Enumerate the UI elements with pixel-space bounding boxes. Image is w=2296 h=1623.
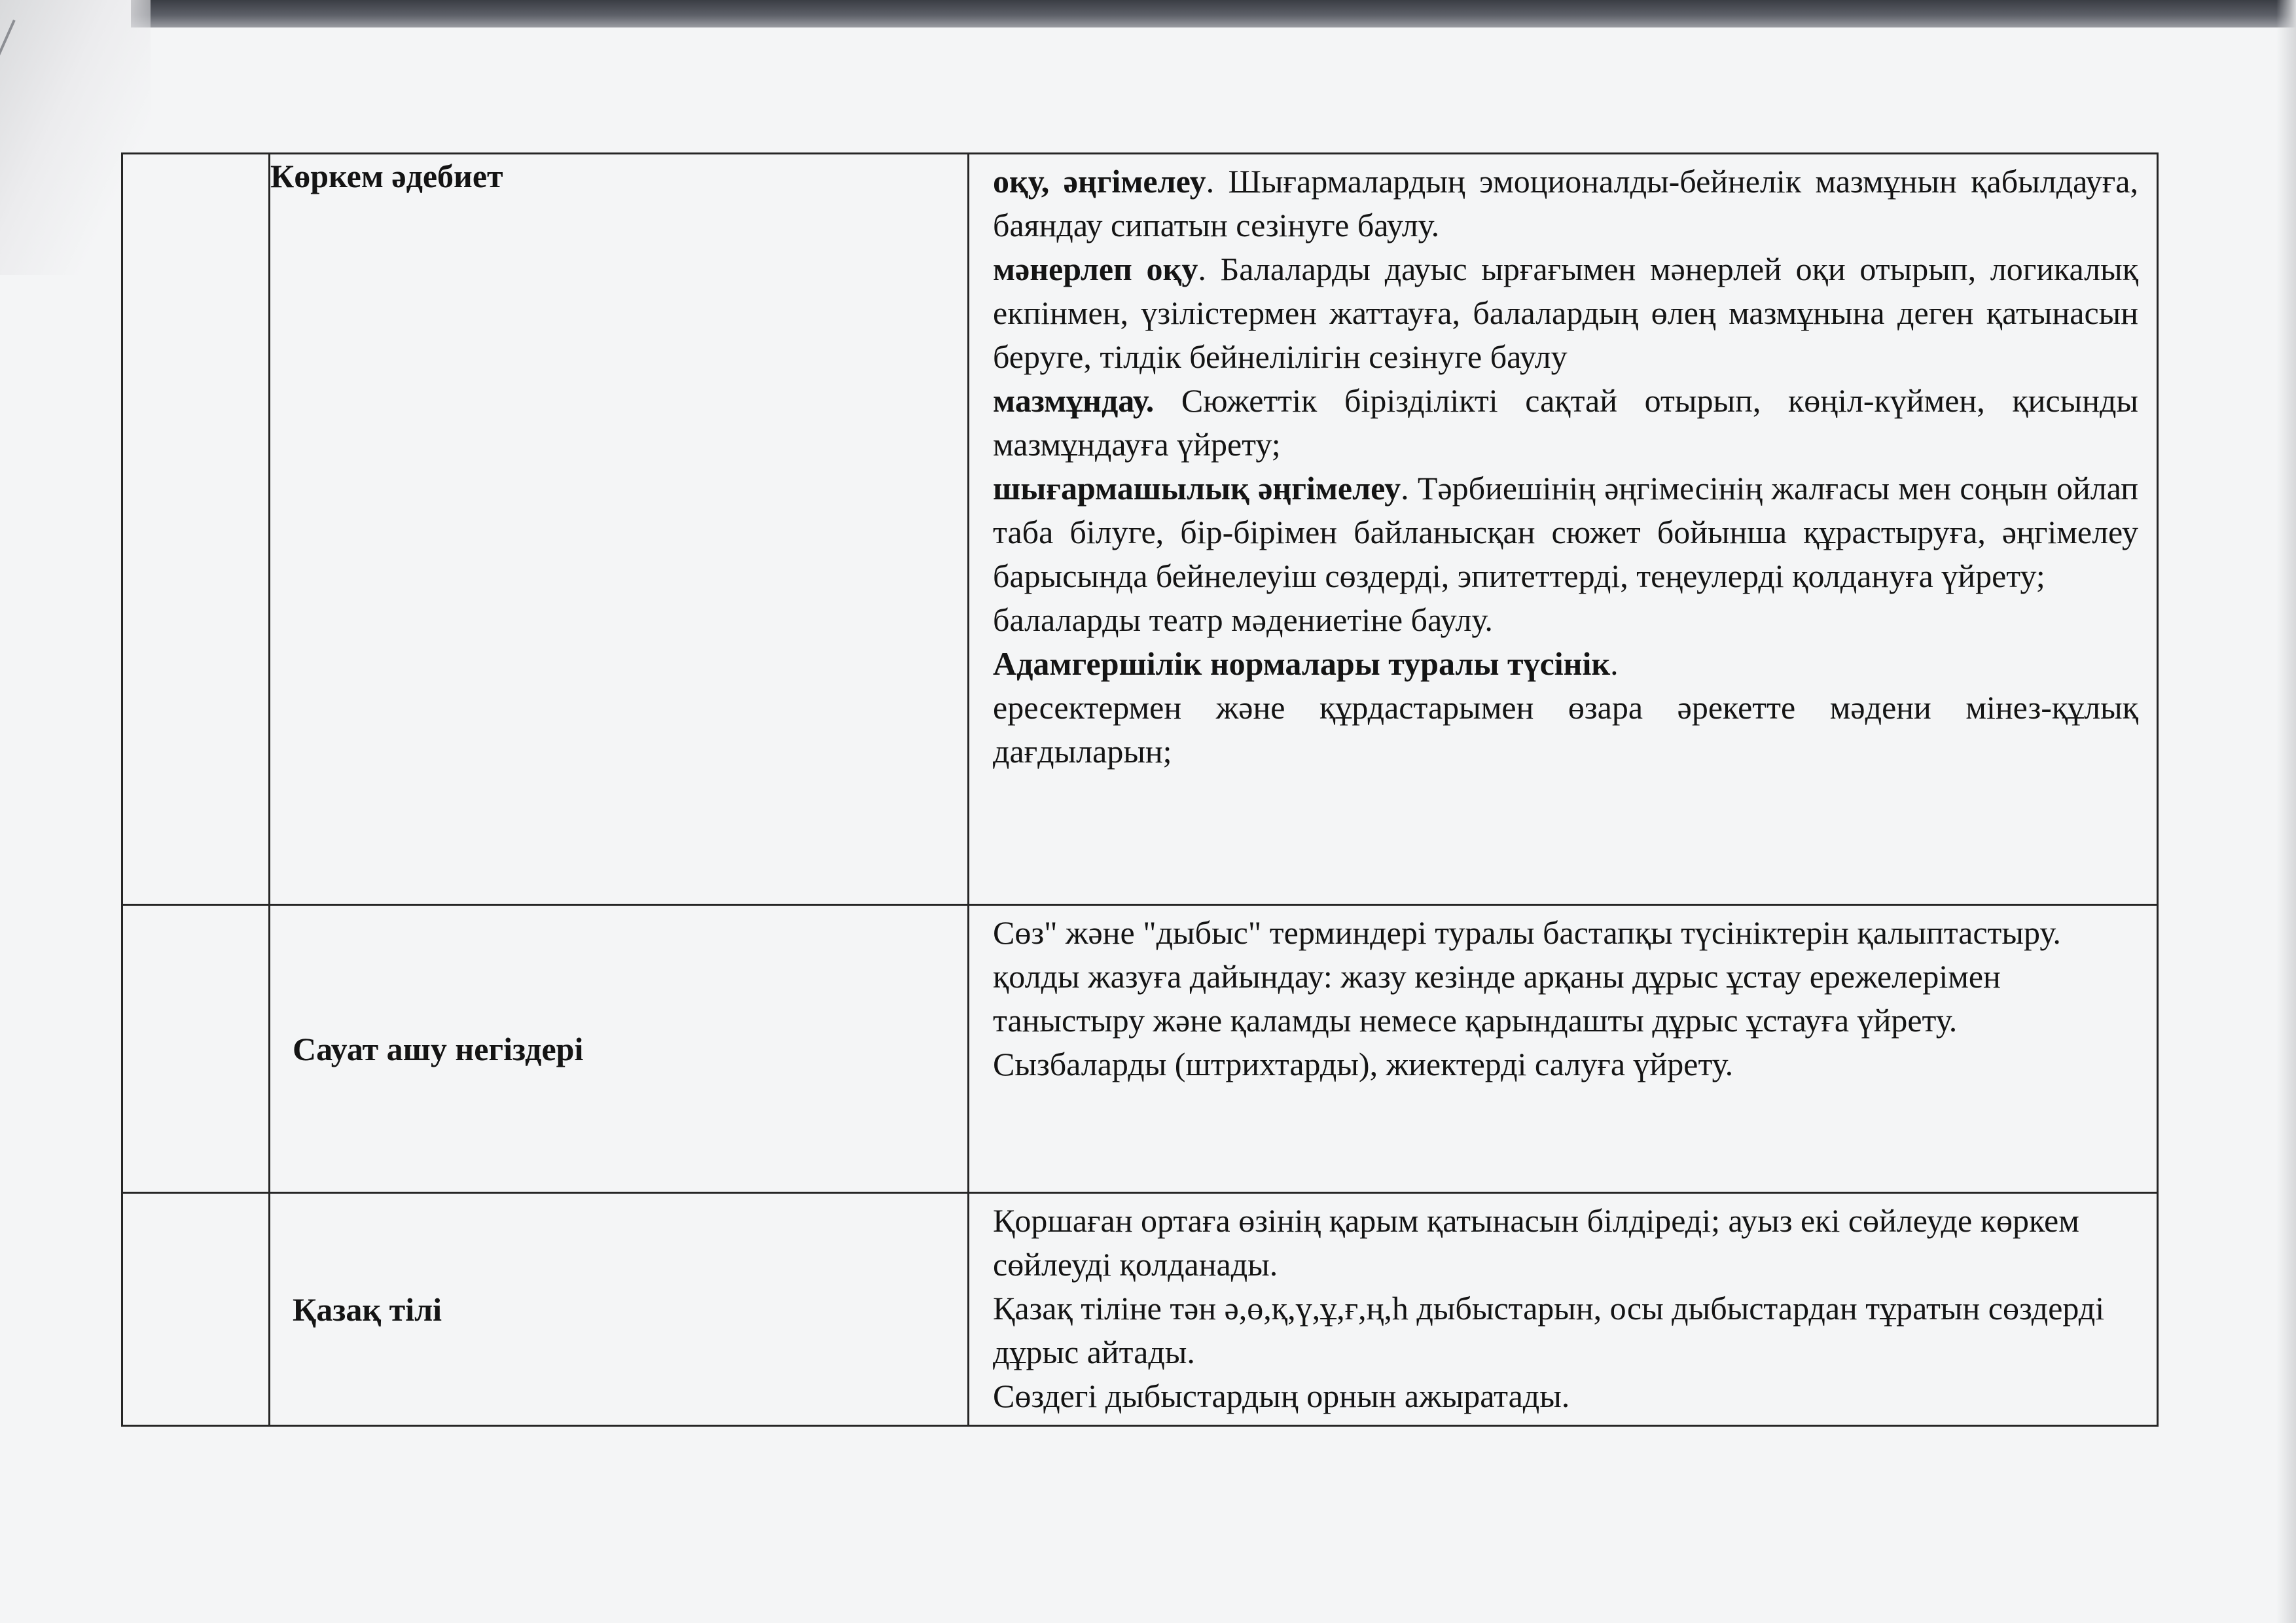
content-bold-term: оқу, әңгімелеу <box>993 163 1206 200</box>
content-paragraph <box>993 955 2138 1086</box>
content-paragraph <box>993 598 2138 642</box>
table-row <box>122 154 2158 905</box>
table-row <box>122 905 2158 1193</box>
table-row <box>122 1193 2158 1426</box>
content-cell <box>969 154 2158 905</box>
content-text: . <box>1610 645 1619 682</box>
content-paragraph <box>993 467 2138 598</box>
content-text: . Тәрбиешінің әңгімесінің жалғасы мен соңын ойлап таба білуге, бір-бірімен байланысқан сюжет бойынша құрастыруға, әңгімелеу барысында бейнелеуіш сөздерді, эпитеттерді, теңеулерді қолдануға үйрету; <box>993 470 2139 594</box>
content-paragraph <box>993 247 2138 379</box>
content-bold-term: мәнерлеп оқу <box>993 251 1198 287</box>
content-bold-term: мазмұндау. <box>993 382 1155 419</box>
content-paragraph <box>993 642 2138 686</box>
content-text: Қоршаған ортаға өзінің қарым қатынасын білдіреді; ауыз екі сөйлеуде көркем сөйлеуді қолданады. <box>993 1202 2079 1283</box>
content-text: қолды жазуға дайындау: жазу кезінде арқаны дұрыс ұстау ережелерімен таныстыру және қаламды немесе қарындашты дұрыс ұстауға үйрету. Сызбаларды (штрихтарды), жиектерді салуға үйрету. <box>993 958 2001 1082</box>
scanner-right-shadow <box>2276 0 2296 1623</box>
content-text: . Шығармалардың эмоционалды-бейнелік мазмұнын қабылдауға, баяндау сипатын сезінуге баулу. <box>993 163 2138 243</box>
content-paragraph <box>993 1287 2138 1374</box>
content-bold-term: Адамгершілік нормалары туралы түсінік <box>993 645 1611 682</box>
content-text: Сөздегі дыбыстардың орнын ажыратады. <box>993 1378 1570 1414</box>
content-text: . Балаларды дауыс ырғағымен мәнерлей оқи отырып, логикалық екпінмен, үзілістермен жаттауға, балалардың өлең мазмұнына деген қатынасын беруге, тілдік бейнелілігін сезінуге баулу <box>993 251 2138 375</box>
blank-cell <box>122 154 270 905</box>
content-paragraph <box>993 1374 2138 1418</box>
subject-title: Көркем әдебиет <box>270 158 503 194</box>
content-bold-term: шығармашылық әңгімелеу <box>993 470 1401 507</box>
subject-title: Қазақ тілі <box>293 1291 442 1328</box>
subject-cell <box>270 905 969 1193</box>
content-paragraph <box>993 379 2138 467</box>
content-paragraph <box>993 160 2138 247</box>
subject-title: Сауат ашу негіздері <box>293 1030 584 1067</box>
blank-cell <box>122 905 270 1193</box>
content-text: балаларды театр мәдениетіне баулу. <box>993 601 1493 638</box>
content-text: Сюжеттік бірізділікті сақтай отырып, көңіл-күймен, қисынды мазмұндауға үйрету; <box>993 382 2138 463</box>
content-text: ересектермен және құрдастарымен өзара әрекетте мәдени мінез-құлық дағдыларын; <box>993 689 2138 770</box>
content-text: Сөз" және "дыбыс" терминдері туралы бастапқы түсініктерін қалыптастыру. <box>993 914 2061 951</box>
subject-cell <box>270 1193 969 1426</box>
content-paragraph <box>993 686 2138 774</box>
curriculum-table <box>121 152 2159 1427</box>
content-text: Қазақ тіліне тән ә,ө,қ,ү,ұ,ғ,ң,һ дыбыстарын, осы дыбыстардан тұратын сөздерді дұрыс айтады. <box>993 1290 2105 1370</box>
scanner-top-shadow <box>131 0 2296 27</box>
content-paragraph <box>993 911 2138 955</box>
content-cell <box>969 905 2158 1193</box>
subject-cell <box>270 154 969 905</box>
blank-cell <box>122 1193 270 1426</box>
content-paragraph <box>993 1199 2138 1287</box>
content-cell <box>969 1193 2158 1426</box>
